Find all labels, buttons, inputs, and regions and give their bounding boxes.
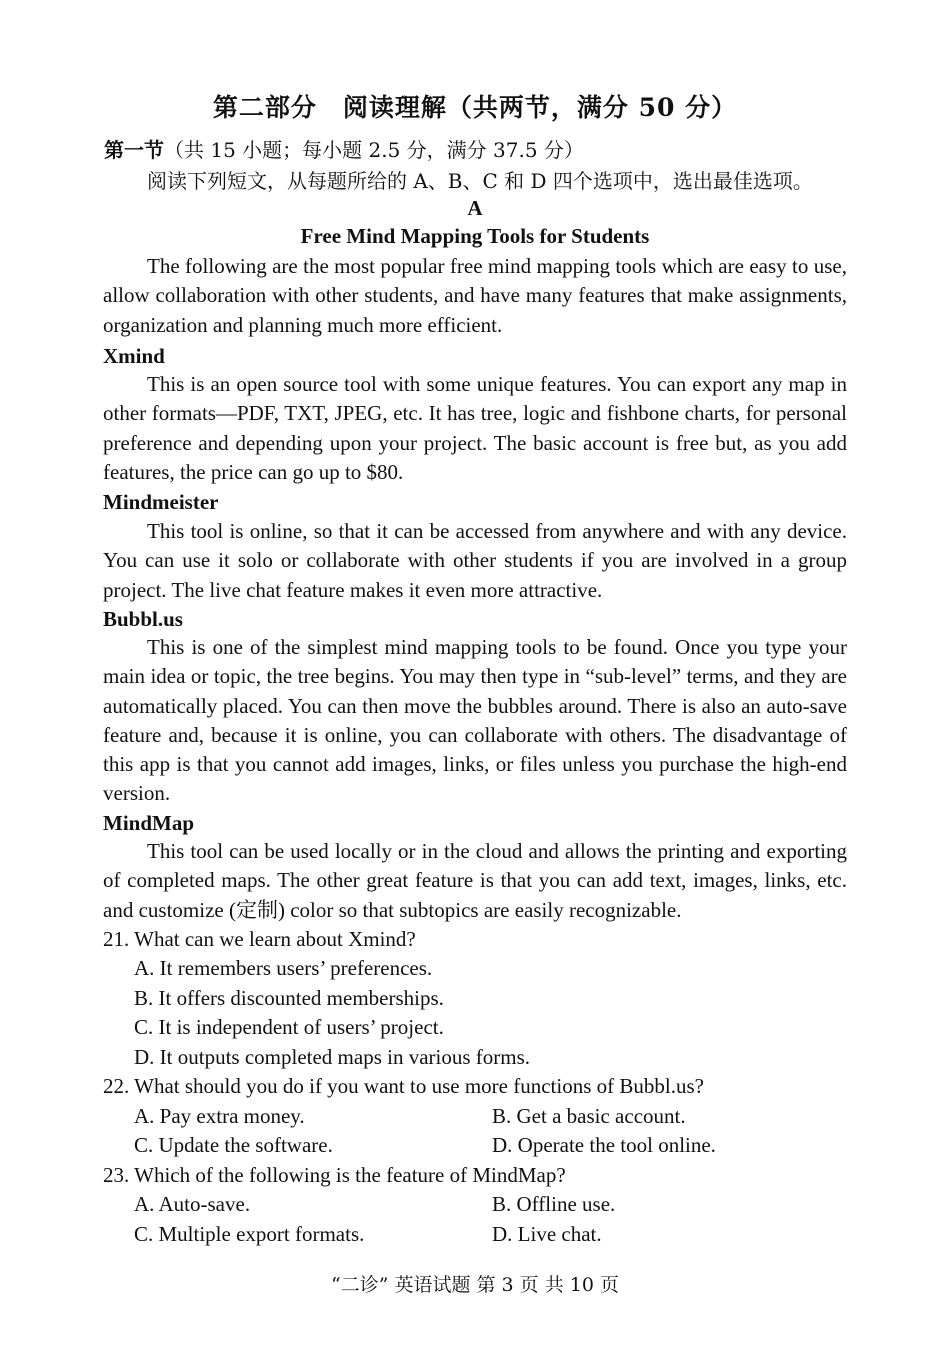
passage-intro: The following are the most popular free mind mapping tools which are easy to use, allow collaboration with other students, and have many features that make assignments, organization and planning much more efficient. [103, 254, 847, 337]
tool-heading-mindmap: MindMap [103, 811, 195, 835]
page-footer: “二诊” 英语试题 第 3 页 共 10 页 [331, 1274, 619, 1296]
question-22-option-c: C. Update the software. [134, 1133, 333, 1157]
question-22-option-b: B. Get a basic account. [492, 1104, 686, 1128]
section-heading [104, 134, 584, 163]
question-23-option-a: A. Auto-save. [134, 1192, 251, 1216]
question-23-option-d: D. Live chat. [492, 1222, 602, 1246]
instruction-text: 阅读下列短文，从每题所给的 A、B、C 和 D 四个选项中，选出最佳选项。 [147, 169, 813, 193]
tool-heading-bubblus: Bubbl.us [103, 607, 183, 631]
tool-heading-mindmeister: Mindmeister [103, 490, 219, 514]
tool-text-mindmap: This tool can be used locally or in the cloud and allows the printing and exporting of completed maps. The other great feature is that you can add text, images, links, etc. and customize (定制) color so that subtopics are easily recognizable. [103, 839, 847, 922]
question-22-option-d: D. Operate the tool online. [492, 1133, 716, 1157]
part-title: 第二部分 阅读理解（共两节，满分 50 分） [212, 93, 738, 122]
tool-text-bubblus: This is one of the simplest mind mapping tools to be found. Once you type your main idea or topic, the tree begins. You may then type in “sub-level” terms, and they are automatically placed. You can then move the bubbles around. There is also an auto-save feature and, because it is online, you can collaborate with others. The disadvantage of this app is that you cannot add images, links, or files unless you purchase the high-end version. [103, 635, 847, 806]
question-21-option-a: A. It remembers users’ preferences. [134, 956, 433, 980]
question-21-option-c: C. It is independent of users’ project. [134, 1015, 444, 1039]
question-21-option-d: D. It outputs completed maps in various forms. [134, 1045, 531, 1069]
question-22-stem: 22. What should you do if you want to use more functions of Bubbl.us? [103, 1074, 704, 1098]
question-23-option-b: B. Offline use. [492, 1192, 616, 1216]
tool-text-xmind: This is an open source tool with some unique features. You can export any map in other formats—PDF, TXT, JPEG, etc. It has tree, logic and fishbone charts, for personal preference and depending upon your project. The basic account is free but, as you add features, the price can go up to $80. [103, 372, 847, 484]
section-info: （共 15 小题；每小题 2.5 分，满分 37.5 分） [164, 138, 584, 162]
question-21-stem: 21. What can we learn about Xmind? [103, 927, 416, 951]
question-21-option-b: B. It offers discounted memberships. [134, 986, 444, 1010]
passage-title: Free Mind Mapping Tools for Students [300, 224, 650, 248]
tool-text-mindmeister: This tool is online, so that it can be accessed from anywhere and with any device. You can use it solo or collaborate with other students if you are involved in a group project. The live chat feature makes it even more attractive. [103, 519, 847, 602]
section-label: 第一节 [104, 138, 164, 162]
question-22-option-a: A. Pay extra money. [134, 1104, 305, 1128]
passage-letter: A [467, 196, 483, 220]
question-23-stem: 23. Which of the following is the feature of MindMap? [103, 1163, 566, 1187]
tool-heading-xmind: Xmind [103, 344, 165, 368]
question-23-option-c: C. Multiple export formats. [134, 1222, 365, 1246]
